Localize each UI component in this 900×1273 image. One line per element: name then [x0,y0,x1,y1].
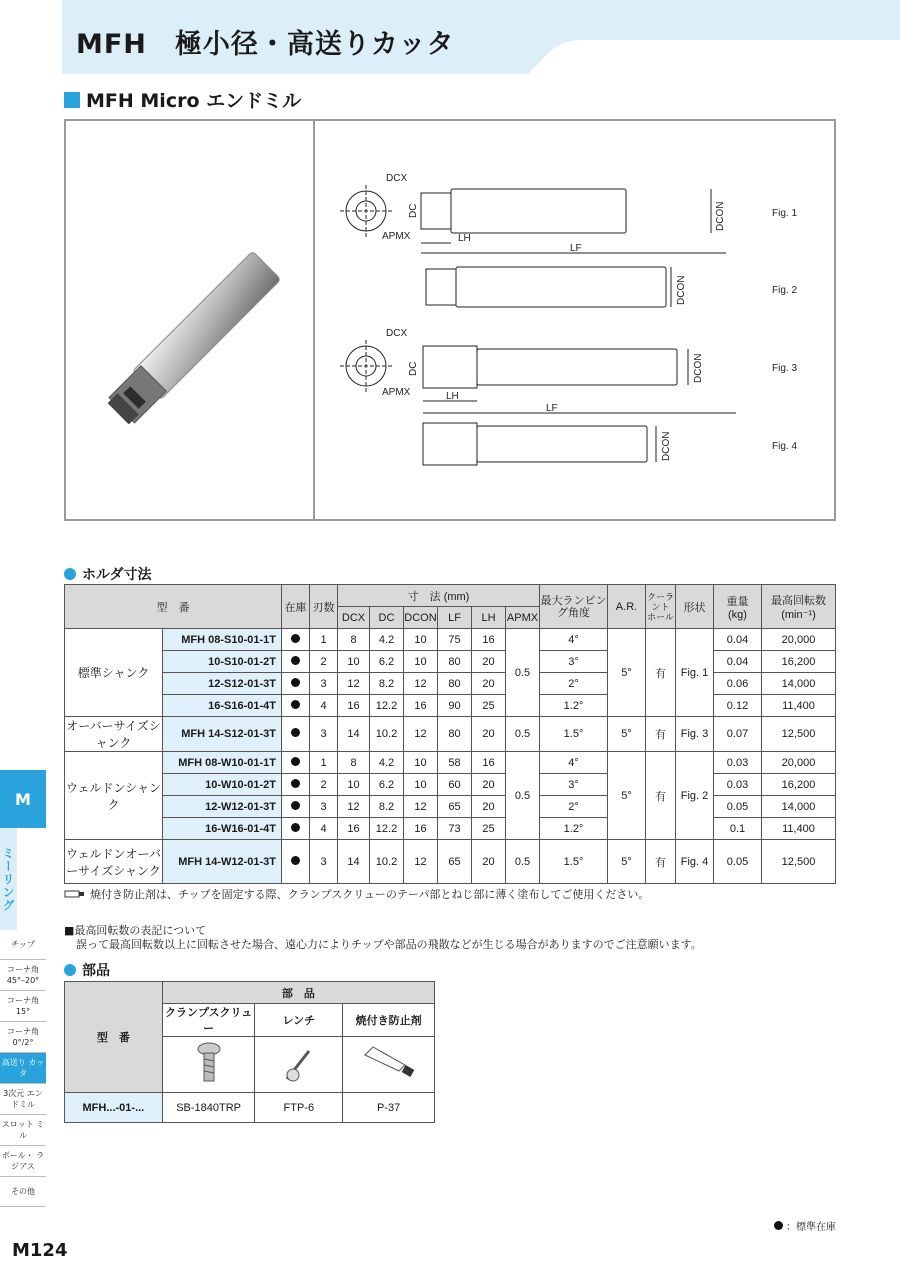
lh-cell: 25 [472,818,506,840]
stock-dot-icon [291,757,300,766]
screw-icon [194,1041,224,1085]
square-bullet-icon [64,92,80,108]
stock-cell [282,695,310,717]
sidebar-item[interactable]: スロット ミル [0,1115,46,1146]
dcon-label-fig4: DCON [661,431,672,461]
dcon-cell: 16 [404,695,438,717]
tube-icon [64,888,86,900]
sidebar-item[interactable]: コーナ角 45°–20° [0,960,46,991]
lf-label-fig3: LF [546,403,558,414]
model-cell: MFH 08-S10-01-1T [163,629,282,651]
sidebar-item[interactable]: ボール・ ラジアス [0,1146,46,1177]
shape-cell: Fig. 4 [676,840,714,884]
product-subheading-text: MFH Micro エンドミル [86,90,302,112]
anti-seize-note [64,886,649,902]
lh-cell: 20 [472,673,506,695]
teeth-cell: 4 [310,818,338,840]
model-cell: 10-W10-01-2T [163,774,282,796]
rpm-cell: 14,000 [762,673,836,695]
dcx-cell: 16 [338,818,370,840]
sidebar-category: ミーリング [0,828,17,930]
weight-cell: 0.04 [714,629,762,651]
rpm-cell: 11,400 [762,695,836,717]
shape-cell: Fig. 2 [676,752,714,840]
dc-cell: 6.2 [370,651,404,673]
weight-cell: 0.06 [714,673,762,695]
table-row [65,752,836,774]
lh-cell: 20 [472,796,506,818]
weight-header-unit: (kg) [728,608,747,621]
lf-cell: 80 [438,651,472,673]
stock-cell [282,752,310,774]
rpm-note-title: ■最高回転数の表記について [64,924,207,937]
dcon-cell: 16 [404,818,438,840]
dcx-cell: 12 [338,796,370,818]
wrench-header: レンチ [255,1004,343,1037]
dcon-cell: 10 [404,774,438,796]
wrench-image [255,1037,343,1093]
stock-dot-icon [291,823,300,832]
lh-cell: 16 [472,752,506,774]
apmx-label-fig1: APMX [382,231,411,242]
weight-cell: 0.05 [714,796,762,818]
table-row [65,774,836,796]
lh-label-fig3: LH [446,391,459,402]
coolant-header: クーラント ホール [646,585,676,629]
lf-cell: 73 [438,818,472,840]
shape-cell: Fig. 3 [676,717,714,752]
lf-cell: 75 [438,629,472,651]
weight-cell: 0.1 [714,818,762,840]
product-photo [86,221,306,451]
holder-section-title [64,564,151,584]
dcx-cell: 8 [338,752,370,774]
dc-cell: 10.2 [370,840,404,884]
stock-legend-text: ：標準在庫 [786,1222,836,1233]
lf-cell: 90 [438,695,472,717]
parts-table [64,981,435,1123]
dc-cell: 12.2 [370,695,404,717]
holder-section-title-text: ホルダ寸法 [82,567,152,583]
apmx-cell: 0.5 [506,752,540,840]
lf-cell: 65 [438,796,472,818]
coolant-cell: 有 [646,840,676,884]
anti-seize-tube-icon [359,1041,419,1085]
ar-cell: 5° [608,629,646,717]
ramp-cell: 1.5° [540,717,608,752]
dcon-label-fig2: DCON [676,275,687,305]
wrench-value: FTP-6 [255,1093,343,1123]
dc-cell: 8.2 [370,673,404,695]
stock-header: 在庫 [282,585,310,629]
model-cell: 12-S12-01-3T [163,673,282,695]
dcx-header: DCX [338,607,370,629]
lf-cell: 80 [438,717,472,752]
circle-bullet-icon [64,568,76,580]
parts-section-title-text: 部品 [82,963,110,979]
dcon-label-fig3: DCON [693,353,704,383]
weight-cell: 0.04 [714,651,762,673]
anti-seize-value: P-37 [343,1093,435,1123]
teeth-cell: 1 [310,752,338,774]
figure-divider [313,121,315,519]
ramp-cell: 1.2° [540,818,608,840]
sidebar-tab-m[interactable]: M [0,770,46,828]
anti-seize-image [343,1037,435,1093]
clamp-screw-image [162,1037,255,1093]
sidebar-item[interactable]: チップ [0,930,46,960]
model-header: 型 番 [65,585,282,629]
dcx-cell: 10 [338,651,370,673]
dcon-header: DCON [404,607,438,629]
ramp-cell: 3° [540,774,608,796]
rpm-note [64,924,702,952]
rpm-cell: 16,200 [762,774,836,796]
apmx-cell: 0.5 [506,840,540,884]
lf-cell: 65 [438,840,472,884]
rpm-cell: 12,500 [762,717,836,752]
table-row [65,840,836,884]
fig-4-label: Fig. 4 [772,441,798,452]
product-figure-box [64,119,836,521]
dcx-cell: 12 [338,673,370,695]
dc-cell: 10.2 [370,717,404,752]
weight-cell: 0.03 [714,752,762,774]
dcon-label-fig1: DCON [715,201,726,231]
shape-cell: Fig. 1 [676,629,714,717]
weight-cell: 0.12 [714,695,762,717]
rpm-header [762,585,836,629]
stock-cell [282,673,310,695]
weight-cell: 0.07 [714,717,762,752]
dc-cell: 8.2 [370,796,404,818]
rpm-header-label: 最高回転数 [771,595,826,607]
dcx-cell: 14 [338,717,370,752]
rpm-cell: 20,000 [762,752,836,774]
table-row [65,796,836,818]
lf-cell: 80 [438,673,472,695]
lh-cell: 20 [472,651,506,673]
stock-dot-icon [291,656,300,665]
table-row [65,717,836,752]
dcx-cell: 14 [338,840,370,884]
parts-header: 部 品 [162,982,434,1004]
dcon-cell: 12 [404,673,438,695]
model-cell: MFH 14-W12-01-3T [163,840,282,884]
weight-cell: 0.05 [714,840,762,884]
weight-cell: 0.03 [714,774,762,796]
teeth-cell: 3 [310,840,338,884]
teeth-cell: 2 [310,651,338,673]
fig-1-label: Fig. 1 [772,208,798,219]
stock-cell [282,818,310,840]
rpm-cell: 12,500 [762,840,836,884]
stock-dot-icon [291,728,300,737]
teeth-cell: 2 [310,774,338,796]
rpm-cell: 20,000 [762,629,836,651]
ramp-cell: 2° [540,796,608,818]
anti-seize-note-text: 焼付き防止剤は、チップを固定する際、クランプスクリューのテーパ部とねじ部に薄く塗布してご使用ください。 [90,888,650,901]
stock-dot-icon [291,856,300,865]
dc-cell: 4.2 [370,752,404,774]
lh-cell: 25 [472,695,506,717]
ar-cell: 5° [608,717,646,752]
dc-cell: 6.2 [370,774,404,796]
model-cell: 12-W12-01-3T [163,796,282,818]
teeth-header: 刃数 [310,585,338,629]
stock-cell [282,717,310,752]
model-cell: 16-W16-01-4T [163,818,282,840]
dcx-label-fig1: DCX [386,173,408,184]
stock-dot-icon [291,678,300,687]
dc-cell: 4.2 [370,629,404,651]
stock-dot-icon [291,634,300,643]
dcon-cell: 10 [404,651,438,673]
model-cell: 10-S10-01-2T [163,651,282,673]
weight-header [714,585,762,629]
stock-cell [282,774,310,796]
sidebar-item[interactable]: 高送り カッタ [0,1053,46,1084]
apmx-cell: 0.5 [506,717,540,752]
stock-cell [282,840,310,884]
dcx-cell: 8 [338,629,370,651]
dc-label-fig3: DC [408,361,419,376]
table-row [65,673,836,695]
parts-model-header: 型 番 [65,982,163,1093]
sidebar-item[interactable]: コーナ角 0°/2° [0,1022,46,1053]
model-cell: 16-S16-01-4T [163,695,282,717]
sidebar-item[interactable]: コーナ角 15° [0,991,46,1022]
lh-label-fig1: LH [458,233,471,244]
anti-seize-header: 焼付き防止剤 [343,1004,435,1037]
coolant-cell: 有 [646,717,676,752]
stock-legend [774,1218,836,1233]
fig-3-label: Fig. 3 [772,363,798,374]
lf-cell: 60 [438,774,472,796]
model-cell: MFH 08-W10-01-1T [163,752,282,774]
page-title: MFH 極小径・高送りカッタ [76,29,455,60]
dcon-cell: 12 [404,840,438,884]
ramp-header: 最大ランピング角度 [540,585,608,629]
model-cell: MFH 14-S12-01-3T [163,717,282,752]
apmx-label-fig3: APMX [382,387,411,398]
holder-spec-table [64,584,836,884]
stock-dot-icon [774,1221,783,1230]
dims-header: 寸 法 (mm) [338,585,540,607]
clamp-screw-value: SB-1840TRP [162,1093,255,1123]
teeth-cell: 3 [310,673,338,695]
dcx-cell: 16 [338,695,370,717]
dc-header: DC [370,607,404,629]
wrench-icon [279,1041,319,1085]
parts-section-title [64,960,110,980]
category-sidebar [0,770,46,1207]
stock-dot-icon [291,700,300,709]
ar-cell: 5° [608,840,646,884]
lf-label-fig1: LF [570,243,582,254]
rpm-cell: 11,400 [762,818,836,840]
dcon-cell: 12 [404,796,438,818]
stock-dot-icon [291,801,300,810]
group-name: ウェルドンシャンク [65,752,163,840]
ar-header: A.R. [608,585,646,629]
dcx-label-fig3: DCX [386,328,408,339]
rpm-cell: 14,000 [762,796,836,818]
apmx-cell: 0.5 [506,629,540,717]
rpm-cell: 16,200 [762,651,836,673]
sidebar-item[interactable]: 3次元 エンドミル [0,1084,46,1115]
ramp-cell: 3° [540,651,608,673]
fig-2-label: Fig. 2 [772,285,798,296]
lh-cell: 20 [472,840,506,884]
dcon-cell: 10 [404,629,438,651]
circle-bullet-icon [64,964,76,976]
dcon-cell: 12 [404,717,438,752]
rpm-note-body: 誤って最高回転数以上に回転させた場合、遠心力によりチップや部品の飛散などが生じる場合がありますのでご注意願います。 [76,938,702,951]
ar-cell: 5° [608,752,646,840]
clamp-screw-header: クランプスクリュー [162,1004,255,1037]
dcx-cell: 10 [338,774,370,796]
ramp-cell: 4° [540,629,608,651]
lf-cell: 58 [438,752,472,774]
ramp-cell: 1.5° [540,840,608,884]
lh-header: LH [472,607,506,629]
teeth-cell: 3 [310,796,338,818]
group-name: 標準シャンク [65,629,163,717]
lh-cell: 16 [472,629,506,651]
page-number: M124 [12,1240,68,1261]
stock-cell [282,651,310,673]
table-row [65,695,836,717]
teeth-cell: 3 [310,717,338,752]
apmx-header: APMX [506,607,540,629]
lh-cell: 20 [472,774,506,796]
page-header [62,0,900,74]
table-row [65,818,836,840]
dc-label-fig1: DC [408,203,419,218]
lh-cell: 20 [472,717,506,752]
ramp-cell: 2° [540,673,608,695]
lf-header: LF [438,607,472,629]
sidebar-item[interactable]: その他 [0,1177,46,1207]
dc-cell: 12.2 [370,818,404,840]
group-name: ウェルドンオーバーサイズシャンク [65,840,163,884]
dimension-drawings [326,171,826,511]
product-subheading [64,86,301,113]
coolant-cell: 有 [646,629,676,717]
group-name: オーバーサイズシャンク [65,717,163,752]
stock-cell [282,629,310,651]
teeth-cell: 1 [310,629,338,651]
stock-dot-icon [291,779,300,788]
ramp-cell: 1.2° [540,695,608,717]
parts-model-cell: MFH...-01-... [65,1093,163,1123]
coolant-cell: 有 [646,752,676,840]
stock-cell [282,796,310,818]
shape-header: 形状 [676,585,714,629]
table-row [65,629,836,651]
dcon-cell: 10 [404,752,438,774]
sidebar-items [0,930,46,1207]
ramp-cell: 4° [540,752,608,774]
weight-header-label: 重量 [726,595,749,608]
teeth-cell: 4 [310,695,338,717]
rpm-header-unit: (min⁻¹) [781,609,816,621]
table-row [65,651,836,673]
